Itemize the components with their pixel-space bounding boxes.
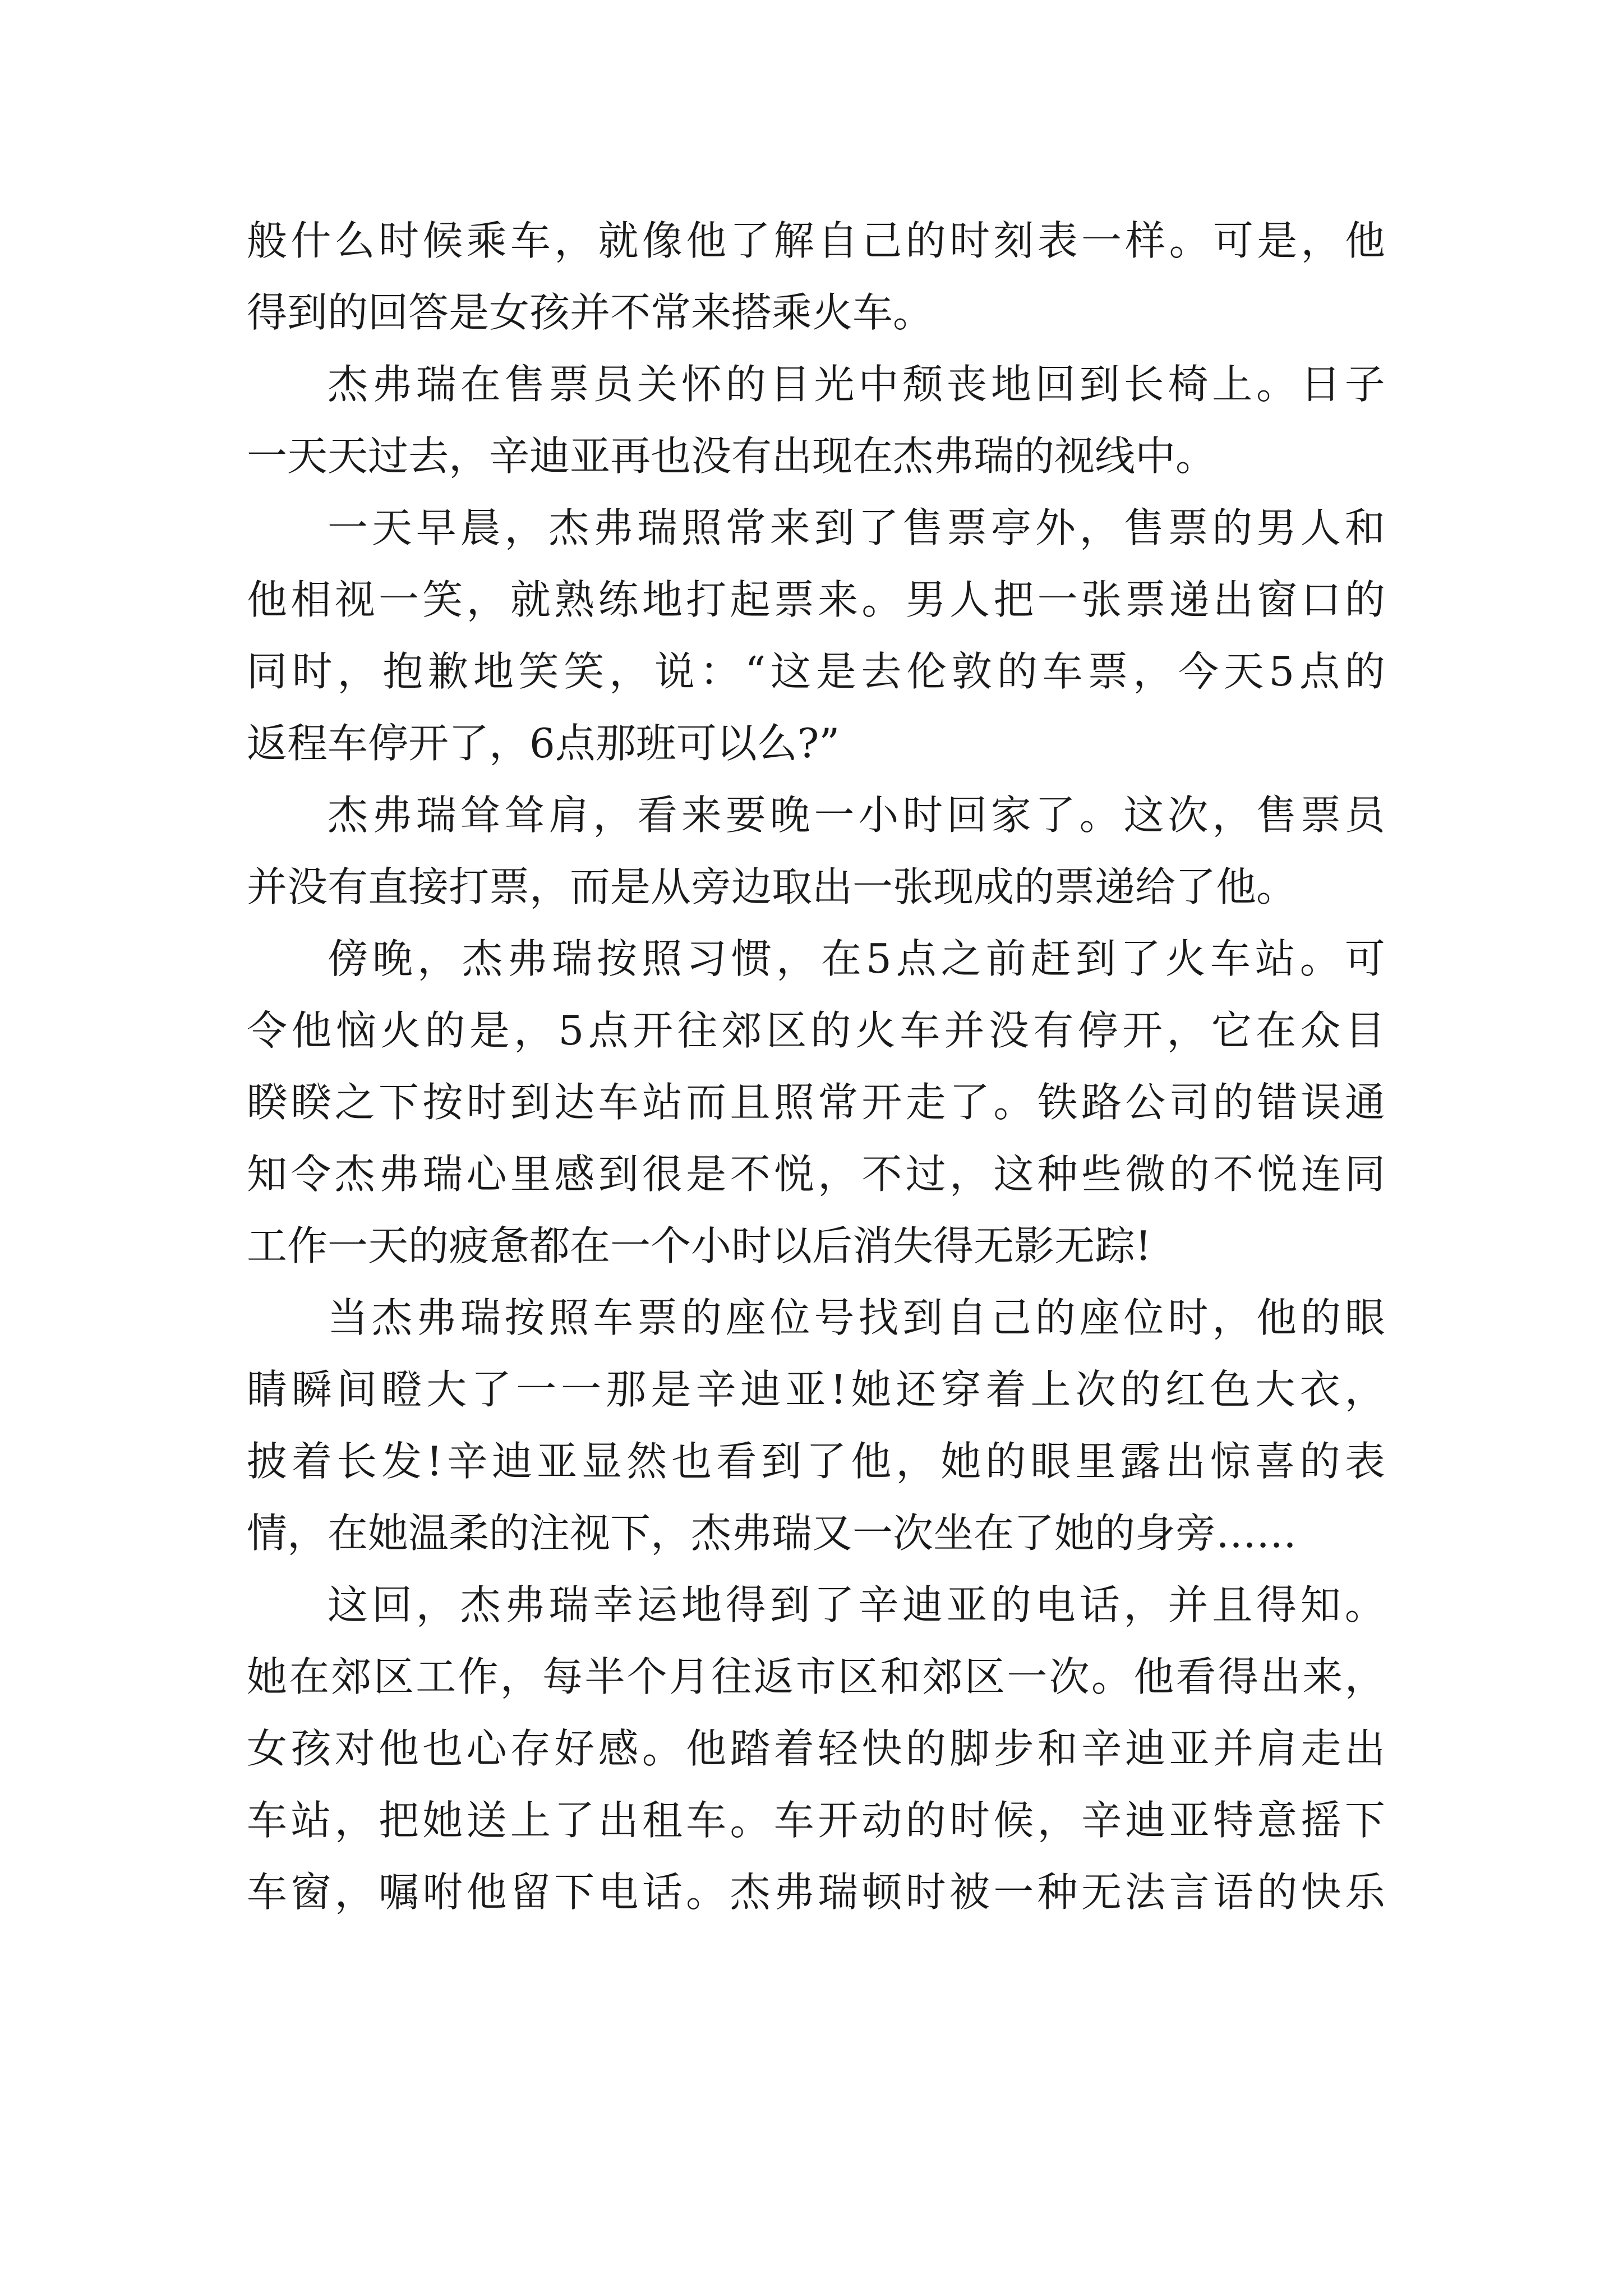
text-line: 睽 睽 之 下 按 时 到 达 车 站 而 且 照 常 开 走 了 。 铁 路 公 司 的 错 误 通 bbox=[247, 1079, 1385, 1126]
text-line: 傍 晚 ， 杰 弗 瑞 按 照 习 惯 ， 在 5 点 之 前 赶 到 了 火 车 站 。 可 bbox=[328, 935, 1385, 982]
text-line: 返程车停开了，6点那班可以么?” bbox=[247, 720, 840, 767]
text-line: 当 杰 弗 瑞 按 照 车 票 的 座 位 号 找 到 自 己 的 座 位 时 ， 他 的 眼 bbox=[328, 1294, 1385, 1341]
text-line: 令 他 恼 火 的 是 ， 5 点 开 往 郊 区 的 火 车 并 没 有 停 开 ， 它 在 众 目 bbox=[247, 1007, 1385, 1054]
text-line: 车 窗 ， 嘱 咐 他 留 下 电 话 。 杰 弗 瑞 顿 时 被 一 种 无 法 言 语 的 快 乐 bbox=[247, 1869, 1385, 1916]
text-line: 杰 弗 瑞 耸 耸 肩 ， 看 来 要 晚 一 小 时 回 家 了 。 这 次 ， 售 票 员 bbox=[328, 792, 1385, 839]
text-line: 得到的回答是女孩并不常来搭乘火车。 bbox=[247, 289, 934, 336]
text-line: 工作一天的疲惫都在一个小时以后消失得无影无踪! bbox=[247, 1222, 1151, 1269]
body-text bbox=[247, 205, 1385, 1928]
text-line: 这 回 ， 杰 弗 瑞 幸 运 地 得 到 了 辛 迪 亚 的 电 话 ， 并 且 得 知 。 bbox=[328, 1581, 1385, 1628]
text-line: 他 相 视 一 笑 ， 就 熟 练 地 打 起 票 来 。 男 人 把 一 张 票 递 出 窗 口 的 bbox=[247, 576, 1385, 623]
text-line: 睛 瞬 间 瞪 大 了 一 一 那 是 辛 迪 亚 ! 她 还 穿 着 上 次 的 红 色 大 衣 ， bbox=[247, 1366, 1385, 1413]
text-line: 女 孩 对 他 也 心 存 好 感 。 他 踏 着 轻 快 的 脚 步 和 辛 迪 亚 并 肩 走 出 bbox=[247, 1725, 1385, 1772]
text-line: 同 时 ， 抱 歉 地 笑 笑 ， 说 ： “ 这 是 去 伦 敦 的 车 票 ， 今 天 5 点 的 bbox=[247, 648, 1385, 695]
text-line: 般 什 么 时 候 乘 车 ， 就 像 他 了 解 自 己 的 时 刻 表 一 样 。 可 是 ， 他 bbox=[247, 217, 1385, 264]
text-line: 披 着 长 发 ! 辛 迪 亚 显 然 也 看 到 了 他 ， 她 的 眼 里 露 出 惊 喜 的 表 bbox=[247, 1438, 1385, 1485]
text-line: 知 令 杰 弗 瑞 心 里 感 到 很 是 不 悦 ， 不 过 ， 这 种 些 微 的 不 悦 连 同 bbox=[247, 1151, 1385, 1198]
text-line: 并没有直接打票，而是从旁边取出一张现成的票递给了他。 bbox=[247, 863, 1297, 910]
text-line: 一天天过去，辛迪亚再也没有出现在杰弗瑞的视线中。 bbox=[247, 432, 1216, 480]
text-line: 情，在她温柔的注视下，杰弗瑞又一次坐在了她的身旁…… bbox=[247, 1510, 1297, 1557]
text-line: 杰 弗 瑞 在 售 票 员 关 怀 的 目 光 中 颓 丧 地 回 到 长 椅 上 。 日 子 bbox=[328, 361, 1385, 408]
text-line: 她 在 郊 区 工 作 ， 每 半 个 月 往 返 市 区 和 郊 区 一 次 。 他 看 得 出 来 ， bbox=[247, 1653, 1385, 1700]
text-line: 车 站 ， 把 她 送 上 了 出 租 车 。 车 开 动 的 时 候 ， 辛 迪 亚 特 意 摇 下 bbox=[247, 1797, 1385, 1844]
text-line: 一 天 早 晨 ， 杰 弗 瑞 照 常 来 到 了 售 票 亭 外 ， 售 票 的 男 人 和 bbox=[328, 504, 1385, 551]
